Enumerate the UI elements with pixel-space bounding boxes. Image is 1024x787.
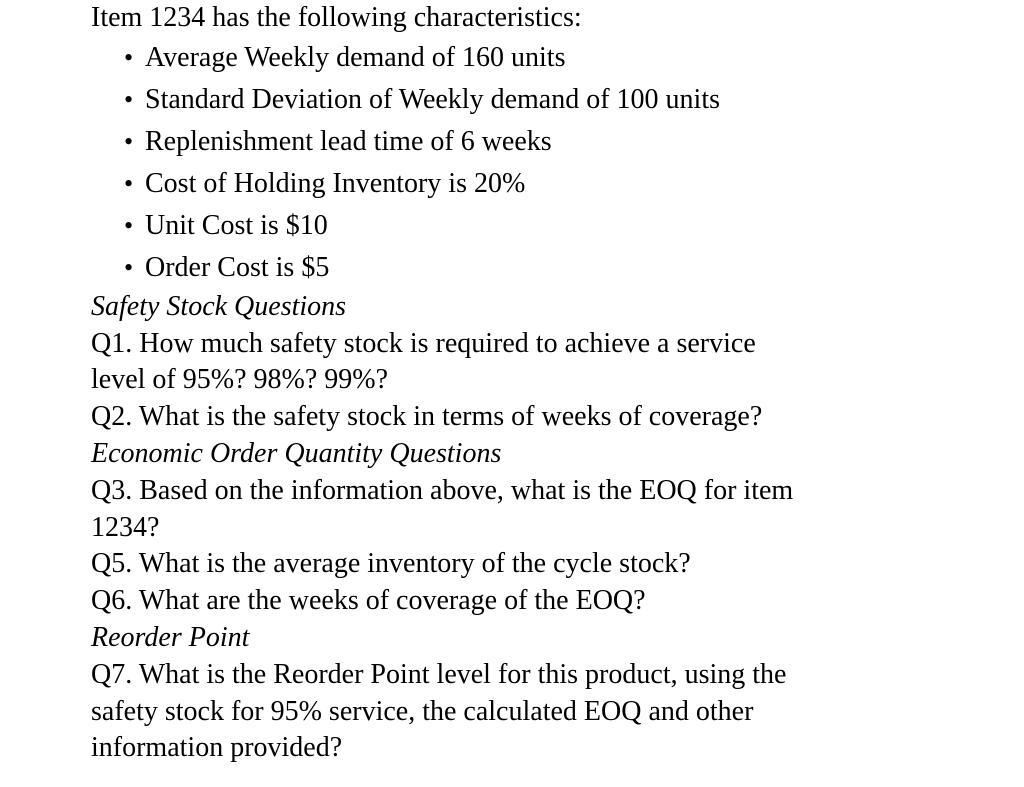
bullet-icon: • — [124, 126, 134, 156]
question-q3-line1: Q3. Based on the information above, what is the EOQ for item — [91, 474, 794, 506]
bullet-icon: • — [124, 252, 134, 282]
list-item — [91, 247, 1011, 289]
characteristics-list — [91, 37, 1011, 289]
list-item-text: Standard Deviation of Weekly demand of 100 units — [145, 83, 720, 115]
eoq-heading: Economic Order Quantity Questions — [91, 437, 502, 469]
question-q6: Q6. What are the weeks of coverage of the EOQ? — [91, 585, 646, 617]
list-item — [91, 163, 1011, 205]
list-item-text: Average Weekly demand of 160 units — [145, 41, 566, 73]
list-item — [91, 121, 1011, 163]
list-item-text: Cost of Holding Inventory is 20% — [145, 167, 526, 199]
list-item — [91, 37, 1011, 79]
bullet-icon: • — [124, 168, 134, 198]
question-q1-line1: Q1. How much safety stock is required to achieve a service — [91, 327, 756, 359]
question-q1-line2: level of 95%? 98%? 99%? — [91, 364, 388, 396]
bullet-icon: • — [124, 210, 134, 240]
question-q7-line2: safety stock for 95% service, the calculated EOQ and other — [91, 695, 754, 727]
safety-stock-heading: Safety Stock Questions — [91, 290, 347, 322]
bullet-icon: • — [124, 84, 134, 114]
question-q3-line2: 1234? — [91, 511, 160, 543]
intro-text: Item 1234 has the following characteristics: — [91, 2, 582, 33]
question-q5: Q5. What is the average inventory of the cycle stock? — [91, 548, 691, 580]
list-item-text: Replenishment lead time of 6 weeks — [145, 125, 552, 157]
list-item — [91, 79, 1011, 121]
list-item-text: Order Cost is $5 — [145, 251, 330, 283]
reorder-point-heading: Reorder Point — [91, 621, 250, 653]
question-q7-line3: information provided? — [91, 732, 343, 764]
question-q7-line1: Q7. What is the Reorder Point level for this product, using the — [91, 658, 787, 690]
list-item-text: Unit Cost is $10 — [145, 209, 328, 241]
list-item — [91, 205, 1011, 247]
bullet-icon: • — [124, 42, 134, 72]
question-q2: Q2. What is the safety stock in terms of weeks of coverage? — [91, 401, 763, 433]
document-page — [91, 0, 1011, 767]
